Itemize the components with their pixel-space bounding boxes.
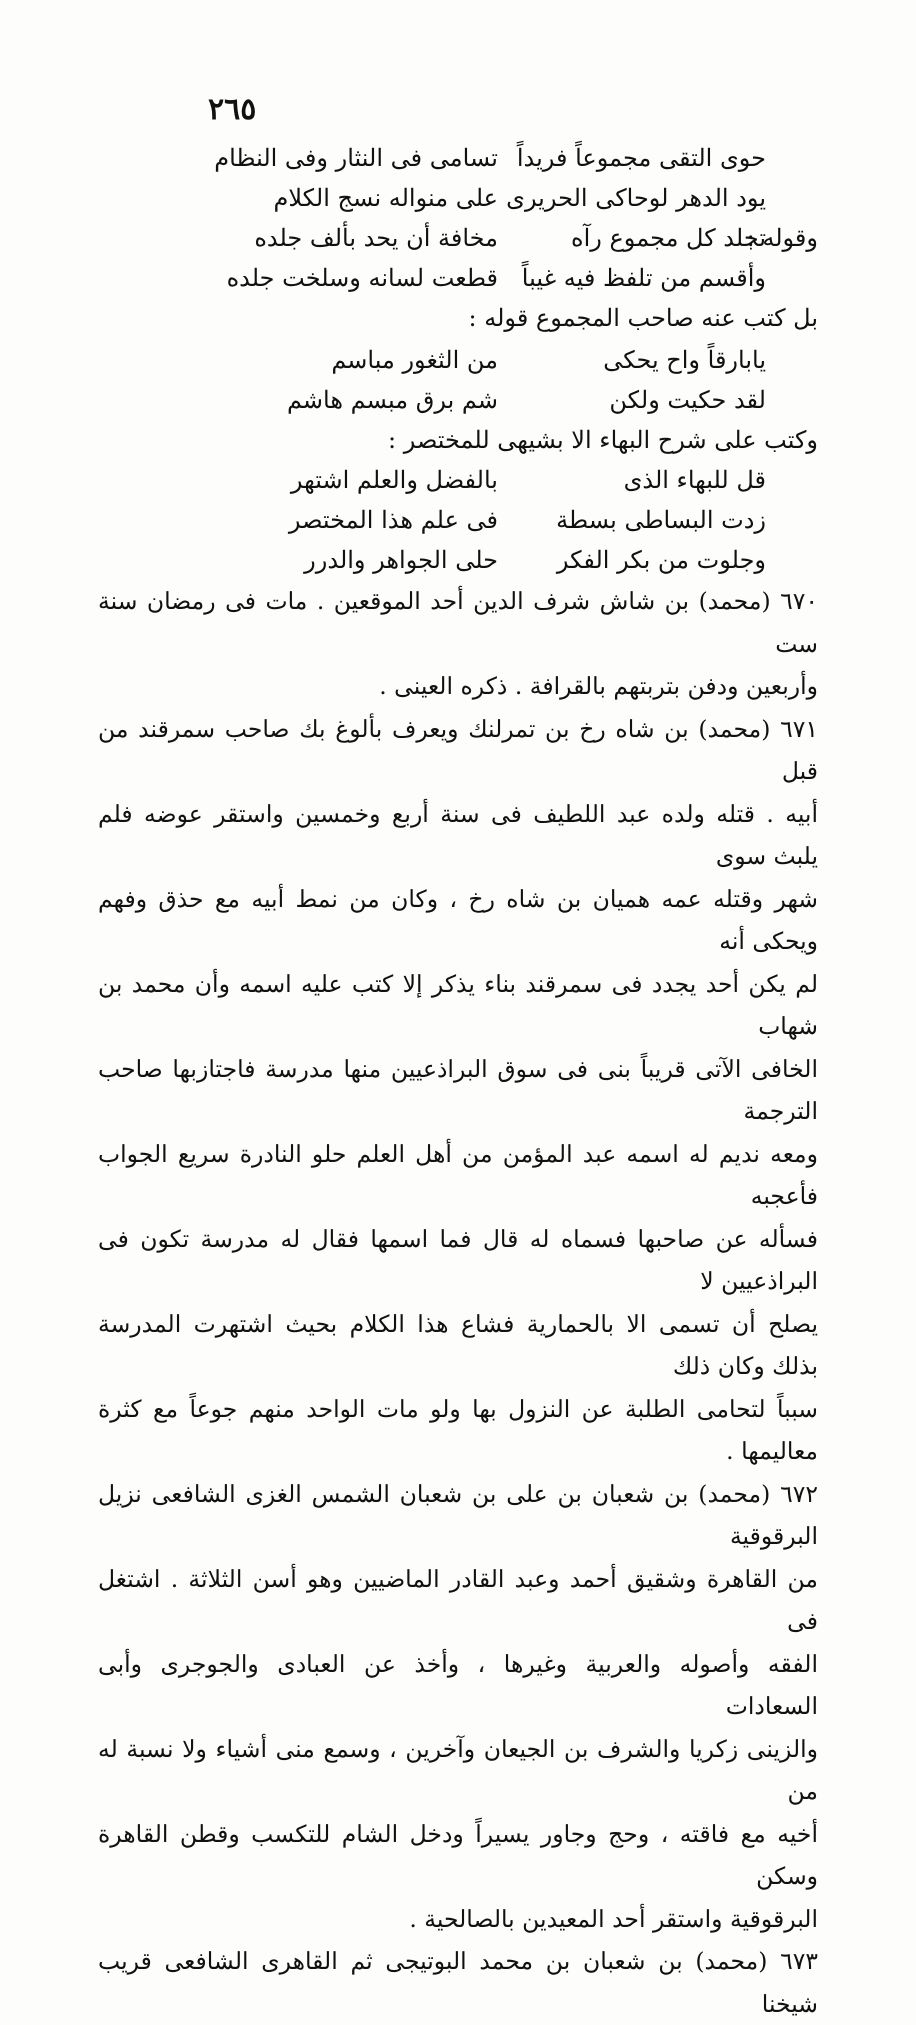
entry-line: فسأله عن صاحبها فسماه له قال فما اسمها فقال له مدرسة تكون فى البراذعيين لا [98,1224,818,1295]
quote-intro: وقوله : [746,224,818,252]
poem1-hemistich-left: على منواله نسج الكلام [273,184,498,212]
entry-line: وأربعين ودفن بتربتهم بالقرافة . ذكره العينى . [379,672,818,700]
entry-line: من القاهرة وشقيق أحمد وعبد القادر الماضيين وهو أسن الثلاثة . اشتغل فى [98,1564,818,1635]
poem2-hemistich-right: وأقسم من تلفظ فيه غيباً [521,264,766,292]
entry-line: أبيه . قتله ولده عبد اللطيف فى سنة أربع وخمسين واستقر عوضه فلم يلبث سوى [98,799,818,870]
reply-intro: بل كتب عنه صاحب المجموع قوله : [468,304,818,332]
entry-671 [98,708,818,1473]
poem1-hemistich-right: حوى التقى مجموعاً فريداً [516,144,766,172]
poem4-hemistich-left: فى علم هذا المختصر [288,506,498,534]
entry-line: الخافى الآتى قريباً بنى فى سوق البراذعيين منها مدرسة فاجتازبها صاحب الترجمة [98,1054,818,1125]
poem2-hemistich-left: قطعت لسانه وسلخت جلده [226,264,498,292]
entry-672 [98,1473,818,1941]
entry-line: ومعه نديم له اسمه عبد المؤمن من أهل العلم حلو النادرة سريع الجواب فأعجبه [98,1139,818,1210]
poem4-hemistich-left: حلى الجواهر والدرر [304,546,498,574]
poem3-hemistich-left: شم برق مبسم هاشم [286,386,498,414]
poem3-hemistich-left: من الثغور مباسم [331,346,498,374]
entry-673 [98,1940,818,2025]
entry-line: والزينى زكريا والشرف بن الجيعان وآخرين ، وسمع منى أشياء ولا نسبة له من [98,1734,818,1805]
entry-line: البرقوقية واستقر أحد المعيدين بالصالحية . [409,1904,818,1933]
entry-line: ٦٧٠ (محمد) بن شاش شرف الدين أحد الموقعين . مات فى رمضان سنة ست [98,587,818,658]
commentary-intro: وكتب على شرح البهاء الا بشيهى للمختصر : [388,426,818,454]
entry-line: ٦٧٢ (محمد) بن شعبان بن على بن شعبان الشمس الغزى الشافعى نزيل البرقوقية [98,1479,818,1550]
poem4-hemistich-left: بالفضل والعلم اشتهر [290,466,498,494]
biography-entries [98,580,818,2025]
entry-line: الفقه وأصوله والعربية وغيرها ، وأخذ عن العبادى والجوجرى وأبى السعادات [98,1649,818,1720]
entry-line: أخيه مع فاقته ، وحج وجاور يسيراً ودخل الشام للتكسب وقطن القاهرة وسكن [98,1819,818,1890]
poem2-hemistich-left: مخافة أن يحد بألف جلده [254,224,498,252]
poem3-hemistich-right: لقد حكيت ولكن [609,386,766,414]
poem1-hemistich-right: يود الدهر لوحاكى الحريرى [506,184,766,212]
poem4-hemistich-right: زدت البساطى بسطة [556,506,766,534]
entry-line: ٦٧٣ (محمد) بن شعبان بن محمد البوتيجى ثم القاهرى الشافعى قريب شيخنا [98,1947,818,2018]
poem2-hemistich-right: تجلد كل مجموع رآه [571,224,766,252]
entry-line: ٦٧١ (محمد) بن شاه رخ بن تمرلنك ويعرف بألوغ بك صاحب سمرقند من قبل [98,714,818,785]
poem1-hemistich-left: تسامى فى النثار وفى النظام [214,144,498,172]
poem4-hemistich-right: قل للبهاء الذى [623,466,766,494]
poem4-hemistich-right: وجلوت من بكر الفكر [556,546,766,574]
poem3-hemistich-right: يابارقاً واح يحكى [603,346,766,374]
entry-670 [98,580,818,708]
entry-line: يصلح أن تسمى الا بالحمارية فشاع هذا الكلام بحيث اشتهرت المدرسة بذلك وكان ذلك [98,1309,818,1380]
entry-line: سبباً لتحامى الطلبة عن النزول بها ولو مات الواحد منهم جوعاً مع كثرة معاليمها . [98,1394,818,1465]
entry-line: شهر وقتله عمه هميان بن شاه رخ ، وكان من نمط أبيه مع حذق وفهم ويحكى أنه [98,884,818,955]
entry-line: لم يكن أحد يجدد فى سمرقند بناء يذكر إلا كتب عليه اسمه وأن محمد بن شهاب [98,969,818,1040]
page-number: ٢٦٥ [208,92,257,127]
